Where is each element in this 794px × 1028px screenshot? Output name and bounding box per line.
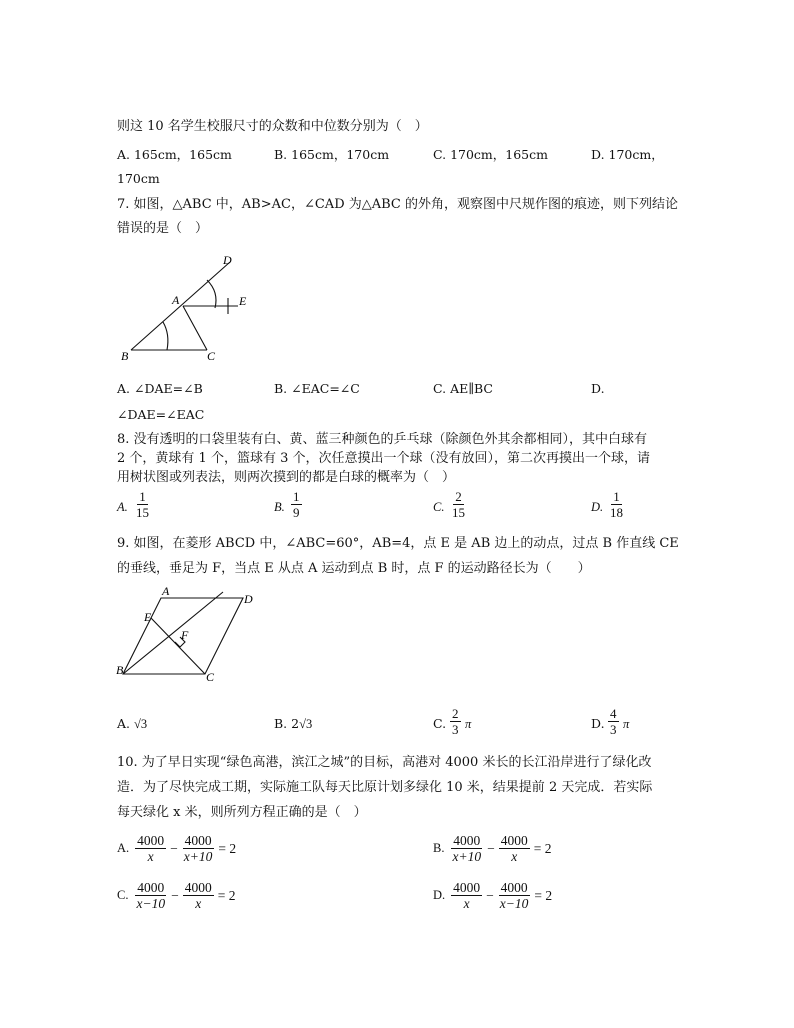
q10-b-frac2: $\frac{4000}{x}$	[500, 833, 528, 864]
q7-label-a: A	[172, 293, 180, 307]
q9-option-c-label[interactable]: C.	[433, 716, 447, 731]
q8-c-num: 2	[455, 489, 462, 504]
q8-option-b-label[interactable]: B.	[274, 500, 285, 514]
q7-option-d[interactable]: D.	[591, 381, 605, 396]
q10-a-frac2: $\frac{4000}{x+10}$	[183, 833, 213, 864]
q10-c-label: C.	[117, 888, 129, 902]
q10-b-op: −	[487, 840, 495, 856]
q8-option-b-fraction[interactable]	[291, 489, 302, 520]
q8-option-a-fraction[interactable]	[134, 489, 151, 520]
q10-d-op: −	[486, 887, 494, 903]
q10-stem-line1: 10. 为了早日实现“绿色高港，滨江之城”的目标，高港对 4000 米长的长江沿岸进行了绿化改	[117, 755, 652, 770]
q9-c-num: 2	[452, 706, 459, 721]
q9-a-value: √3	[134, 717, 148, 731]
q8-stem-line3: 用树状图或列表法，则两次摸到的都是白球的概率为（ ）	[117, 470, 456, 485]
q10-c-op: −	[171, 887, 179, 903]
q7-option-b[interactable]: B. ∠EAC=∠C	[274, 381, 360, 396]
q7-option-d-cont: ∠DAE=∠EAC	[117, 407, 205, 422]
q9-a-label: A.	[117, 716, 131, 731]
q6-stem: 则这 10 名学生校服尺寸的众数和中位数分别为（ ）	[117, 119, 428, 134]
q8-a-num: 1	[139, 489, 146, 504]
q9-label-d: D	[244, 592, 253, 606]
q8-c-den: 15	[452, 505, 465, 520]
q10-b-rhs: = 2	[533, 840, 552, 856]
q9-option-c-fraction[interactable]	[450, 706, 461, 737]
q9-stem-line1: 9. 如图，在菱形 ABCD 中，∠ABC=60°，AB=4，点 E 是 AB 边上的动点，过点 B 作直线 CE	[117, 536, 679, 551]
q6-option-c[interactable]: C. 170cm，165cm	[433, 147, 548, 162]
q7-figure	[115, 248, 255, 368]
q9-stem-line2: 的垂线，垂足为 F，当点 E 从点 A 运动到点 B 时，点 F 的运动路径长为（ ）	[117, 561, 591, 576]
q9-label-f: F	[181, 628, 189, 642]
q10-d-frac1: 4000 x	[453, 880, 481, 911]
q9-line-bf	[123, 592, 223, 674]
q9-c-pi: π	[465, 717, 472, 731]
q9-c-den: 3	[452, 722, 459, 737]
q9-label-c: C	[206, 670, 215, 684]
q8-option-c-fraction[interactable]	[450, 489, 467, 520]
q9-b-value: √3	[299, 717, 313, 731]
q9-label-b: B	[116, 663, 124, 677]
q7-stem-line1: 7. 如图，△ABC 中，AB>AC，∠CAD 为△ABC 的外角，观察图中尺规作图的痕迹，则下列结论	[117, 197, 679, 212]
q7-line-ac	[183, 306, 207, 350]
q10-c-frac2: $\frac{4000}{x}$	[184, 880, 212, 911]
q10-option-c[interactable]	[117, 880, 239, 911]
q7-arc-b	[163, 322, 168, 350]
q10-c-rhs: = 2	[217, 887, 236, 903]
q10-a-op: −	[170, 840, 178, 856]
q7-label-e: E	[239, 294, 247, 308]
q6-option-d[interactable]: D. 170cm，	[591, 147, 664, 162]
q8-option-a-label[interactable]: A.	[117, 500, 128, 514]
q10-option-d[interactable]	[433, 880, 556, 911]
q9-label-e: E	[144, 610, 152, 624]
q9-option-a[interactable]	[117, 716, 147, 732]
q8-d-den: 18	[610, 505, 623, 520]
q7-label-c: C	[207, 349, 216, 363]
q10-stem-line3: 每天绿化 x 米，则所列方程正确的是（ ）	[117, 805, 367, 820]
q10-option-b[interactable]	[433, 833, 555, 864]
q10-option-a[interactable]	[117, 833, 240, 864]
q8-option-c-label[interactable]: C.	[433, 500, 445, 514]
q10-b-frac1: 4000 x+10	[452, 833, 482, 864]
q10-d-rhs: = 2	[534, 887, 553, 903]
q8-b-num: 1	[293, 489, 300, 504]
q6-option-a[interactable]: A. 165cm，165cm	[117, 147, 232, 162]
q10-a-rhs: = 2	[218, 840, 237, 856]
q9-option-d-fraction[interactable]	[608, 706, 619, 737]
q9-option-d-label[interactable]: D.	[591, 716, 605, 731]
q9-label-a: A	[162, 584, 170, 598]
q7-label-d: D	[223, 253, 232, 267]
q10-a-frac1: 4000 x	[137, 833, 165, 864]
q10-c-frac1: 4000 x−10	[136, 880, 166, 911]
q7-label-b: B	[121, 349, 129, 363]
q8-stem-line1: 8. 没有透明的口袋里装有白、黄、蓝三种颜色的乒乓球（除颜色外其余都相同），其中白球有	[117, 432, 648, 447]
q8-b-den: 9	[293, 505, 300, 520]
q10-a-label: A.	[117, 841, 130, 855]
q8-option-d-label[interactable]: D.	[591, 500, 604, 514]
q8-stem-line2: 2 个，黄球有 1 个，篮球有 3 个，次任意摸出一个球（没有放回），第二次再摸出一个球，请	[117, 451, 650, 466]
q9-d-pi: π	[623, 717, 630, 731]
q9-b-label: B. 2	[274, 716, 300, 731]
q10-stem-line2: 造．为了尽快完成工期，实际施工队每天比原计划多绿化 10 米，结果提前 2 天完成．若实际	[117, 780, 653, 795]
q10-b-label: B.	[433, 841, 445, 855]
q6-option-b[interactable]: B. 165cm，170cm	[274, 147, 390, 162]
q9-figure	[113, 584, 263, 689]
q9-line-ce	[151, 618, 205, 674]
q8-d-num: 1	[613, 489, 620, 504]
q10-d-label: D.	[433, 888, 446, 902]
q7-option-a[interactable]: A. ∠DAE=∠B	[117, 381, 203, 396]
q7-option-c[interactable]: C. AE∥BC	[433, 381, 493, 396]
q9-option-b[interactable]	[274, 716, 312, 732]
q7-arc-a	[207, 280, 216, 308]
q8-a-den: 15	[136, 505, 149, 520]
q10-d-frac2: $\frac{4000}{x-10}$	[499, 880, 529, 911]
q9-d-den: 3	[610, 722, 617, 737]
q7-stem-line2: 错误的是（ ）	[117, 221, 209, 236]
q6-option-d-cont: 170cm	[117, 171, 160, 186]
q8-option-d-fraction[interactable]	[608, 489, 625, 520]
q9-d-num: 4	[610, 706, 617, 721]
